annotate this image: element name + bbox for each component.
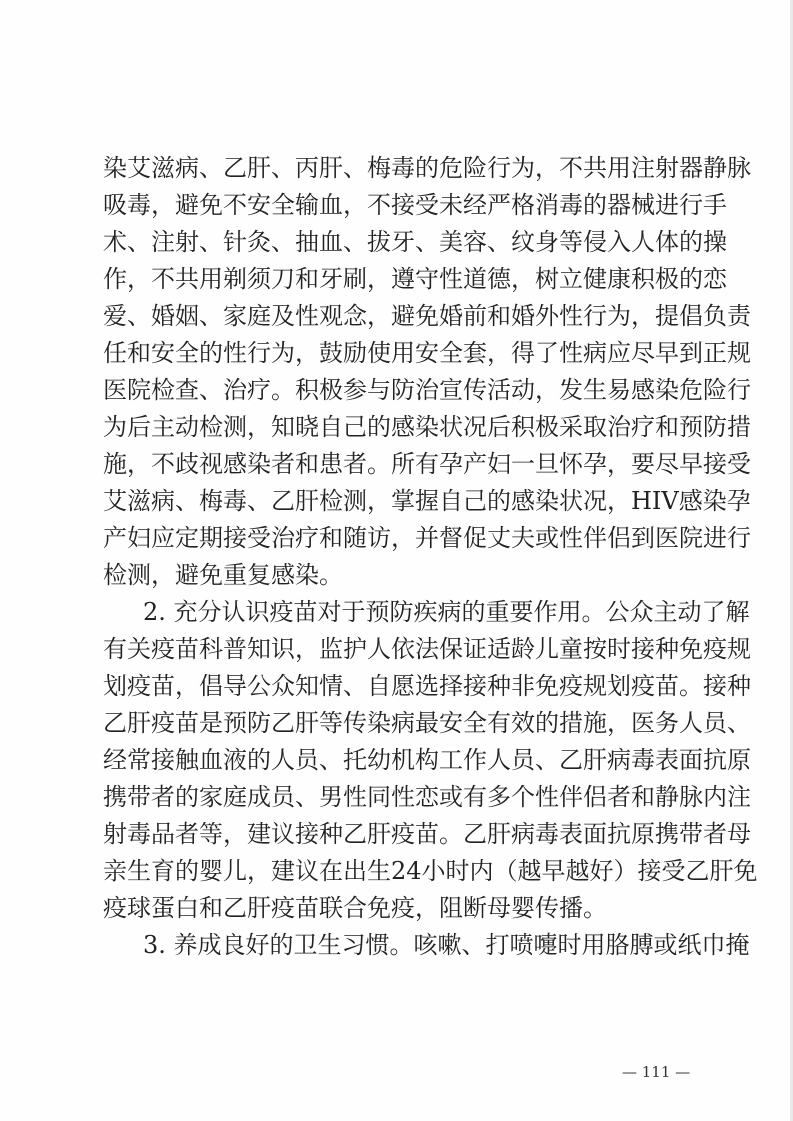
text-line: 术、注射、针灸、抽血、拔牙、美容、纹身等侵入人体的操 — [103, 228, 727, 256]
text-line: 产妇应定期接受治疗和随访，并督促丈夫或性伴侣到医院进行 — [103, 524, 751, 552]
text-line: 乙肝疫苗是预防乙肝等传染病最安全有效的措施，医务人员、 — [103, 709, 751, 737]
text-line: 作，不共用剃须刀和牙刷，遵守性道德，树立健康积极的恋 — [103, 265, 727, 293]
text-line: 任和安全的性行为，鼓励使用安全套，得了性病应尽早到正规 — [103, 339, 751, 367]
text-line: 吸毒，避免不安全输血，不接受未经严格消毒的器械进行手 — [103, 191, 727, 219]
text-line: 亲生育的婴儿，建议在出生24小时内（越早越好）接受乙肝免 — [103, 857, 758, 885]
numbered-paragraph-start: 2. 充分认识疫苗对于预防疾病的重要作用。公众主动了解 — [143, 598, 750, 626]
text-line: 有关疫苗科普知识，监护人依法保证适龄儿童按时接种免疫规 — [103, 635, 751, 663]
text-line: 染艾滋病、乙肝、丙肝、梅毒的危险行为，不共用注射器静脉 — [103, 154, 751, 182]
text-line: 经常接触血液的人员、托幼机构工作人员、乙肝病毒表面抗原 — [103, 746, 751, 774]
text-line: 医院检查、治疗。积极参与防治宣传活动，发生易感染危险行 — [103, 376, 751, 404]
text-line: 携带者的家庭成员、男性同性恋或有多个性伴侣者和静脉内注 — [103, 783, 751, 811]
text-line: 施，不歧视感染者和患者。所有孕产妇一旦怀孕，要尽早接受 — [103, 450, 751, 478]
text-line: 爱、婚姻、家庭及性观念，避免婚前和婚外性行为，提倡负责 — [103, 302, 751, 330]
page-number: — 111 — — [622, 1063, 691, 1081]
text-line: 射毒品者等，建议接种乙肝疫苗。乙肝病毒表面抗原携带者母 — [103, 820, 751, 848]
text-line: 艾滋病、梅毒、乙肝检测，掌握自己的感染状况，HIV感染孕 — [103, 487, 751, 515]
paragraph-end-line: 疫球蛋白和乙肝疫苗联合免疫，阻断母婴传播。 — [103, 894, 607, 922]
numbered-paragraph-start: 3. 养成良好的卫生习惯。咳嗽、打喷嚏时用胳膊或纸巾掩 — [143, 931, 750, 959]
text-line: 划疫苗，倡导公众知情、自愿选择接种非免疫规划疫苗。接种 — [103, 672, 751, 700]
text-line: 为后主动检测，知晓自己的感染状况后积极采取治疗和预防措 — [103, 413, 751, 441]
body-text — [103, 150, 758, 964]
paragraph-end-line: 检测，避免重复感染。 — [103, 561, 343, 589]
